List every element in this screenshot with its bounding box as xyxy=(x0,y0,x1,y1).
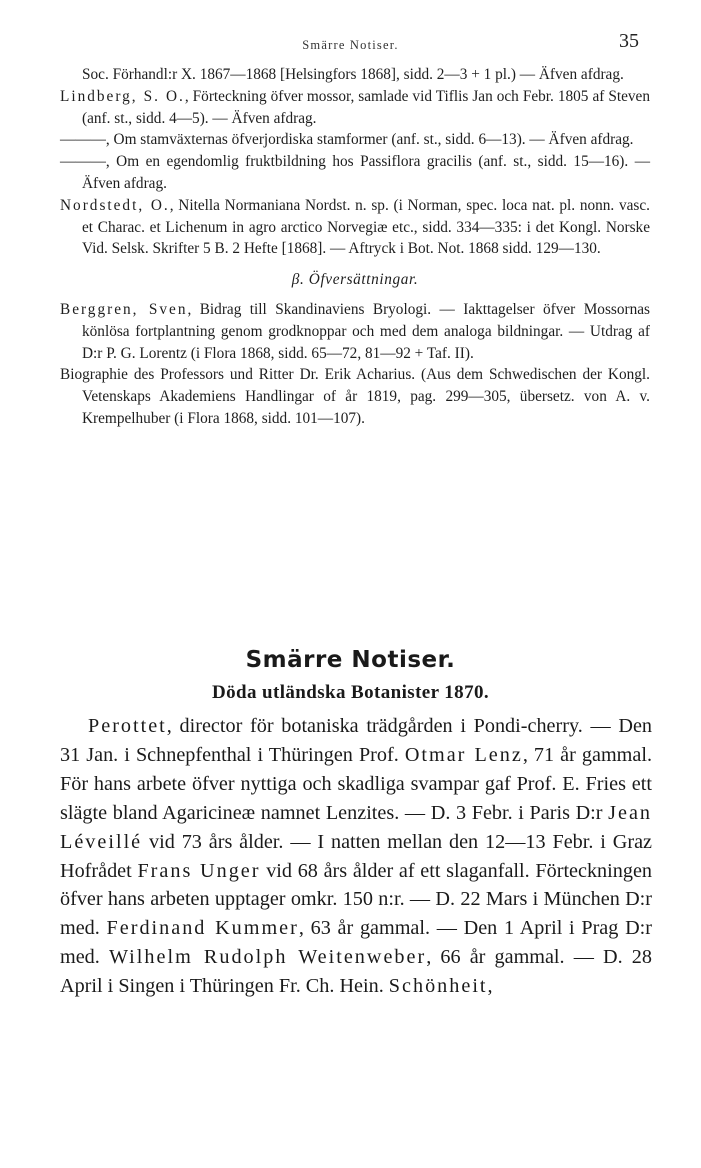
section-title: Smärre Notiser. xyxy=(245,647,456,673)
bibliography-section xyxy=(60,64,650,430)
entry-author: ——— xyxy=(60,153,106,171)
bibliography-continuation: Soc. Förhandl:r X. 1867—1868 [Helsingfors 1868], sidd. 2—3 + 1 pl.) — Äfven afdrag. xyxy=(82,66,624,83)
notice-text: , 71 år gammal. För hans arbete öfver nyttiga och skadliga svampar gaf Prof. E. Fries ett slägte bland Agaricineæ namnet Lenzites. — D. 3 Febr. i Paris D:r xyxy=(60,743,652,824)
notice-text: vid 73 års ålder. — I natten mellan den 12—13 Febr. i Graz Hofrådet xyxy=(60,830,652,882)
translation-entry xyxy=(60,299,650,364)
bibliography-entry xyxy=(60,86,650,130)
entry-text: , Om en egendomlig fruktbildning hos Passiflora gracilis (anf. st., sidd. 15—16). — Äfven afdrag. xyxy=(82,153,650,192)
notice-text: , xyxy=(487,975,493,998)
entry-author: ——— xyxy=(60,131,106,149)
notice-text: , 63 år gammal. — Den 1 April i Prag D:r med. xyxy=(60,917,652,969)
obituary-paragraph xyxy=(60,712,652,1001)
entry-text: Biographie des Professors und Ritter Dr. Erik Acharius. (Aus dem Schwedischen der Kongl. Vetenskaps Akademiens Handlingar of år 1819, pag. 299—305, übersetz. von A. v. Krempelhuber (i Flora 1868, sidd. 101—107). xyxy=(60,366,650,427)
translation-entry xyxy=(60,364,650,429)
entry-text: , Om stamväxternas öfverjordiska stamformer (anf. st., sidd. 6—13). — Äfven afdrag. xyxy=(105,131,634,149)
running-header: Smärre Notiser. xyxy=(302,38,399,52)
person-name: Ferdinand Kummer xyxy=(106,917,299,940)
notice-text: vid 68 års ålder af ett slaganfall. Förteckningen öfver hans arbeten upptager omkr. 150 n:r. — D. 22 Mars i München D:r med. xyxy=(60,859,653,940)
section-subtitle: Döda utländska Botanister 1870. xyxy=(211,682,490,703)
page-number: 35 xyxy=(619,30,639,52)
entry-author: Berggren, Sven xyxy=(60,300,188,318)
person-name: Wilhelm Rudolph Weitenweber xyxy=(108,946,427,969)
person-name: Perottet xyxy=(88,715,167,737)
person-name: Otmar Lenz xyxy=(404,743,523,766)
bibliography-entry xyxy=(60,151,650,195)
entry-text: , Nitella Normaniana Nordst. n. sp. (i Norman, spec. loca nat. pl. nonn. vasc. et Charac. et Lichenum in agro arctico Norvegiæ etc., sidd. 334—335: i det Kongl. Norske Vid. Selsk. Skrifter 5 B. 2 Hefte [1868]. — Aftryck i Bot. Not. 1868 sidd. 129—130. xyxy=(82,196,650,258)
person-name: Frans Unger xyxy=(137,859,261,882)
notice-text: , 66 år gammal. — D. 28 April i Singen i Thüringen Fr. Ch. Hein. xyxy=(60,946,652,998)
entry-text: , Förteckning öfver mossor, samlade vid Tiflis Jan och Febr. 1805 af Steven (anf. st., sidd. 4—5). — Äfven afdrag. xyxy=(82,87,650,127)
obituary-notices xyxy=(60,712,652,1001)
person-name: Schönheit xyxy=(388,975,488,998)
notice-text: , director för botaniska trädgården i Pondi-cherry. — Den 31 Jan. i Schnepfenthal i Thüringen Prof. xyxy=(60,715,652,766)
bibliography-entry xyxy=(60,195,650,260)
person-name: Jean Léveillé xyxy=(60,801,652,853)
translations-subheading: β. Öfversättningar. xyxy=(291,271,419,289)
entry-author: Lindberg, S. O. xyxy=(60,87,185,105)
entry-author: Nordstedt, O. xyxy=(60,196,170,214)
entry-text: , Bidrag till Skandinaviens Bryologi. — Iakttagelser öfver Mossornas könlösa fortplantning genom grodknoppar och med dem analoga bildningar. — Utdrag af D:r P. G. Lorentz (i Flora 1868, sidd. 65—72, 81—92 + Taf. II). xyxy=(82,300,650,362)
bibliography-entry xyxy=(60,129,650,151)
